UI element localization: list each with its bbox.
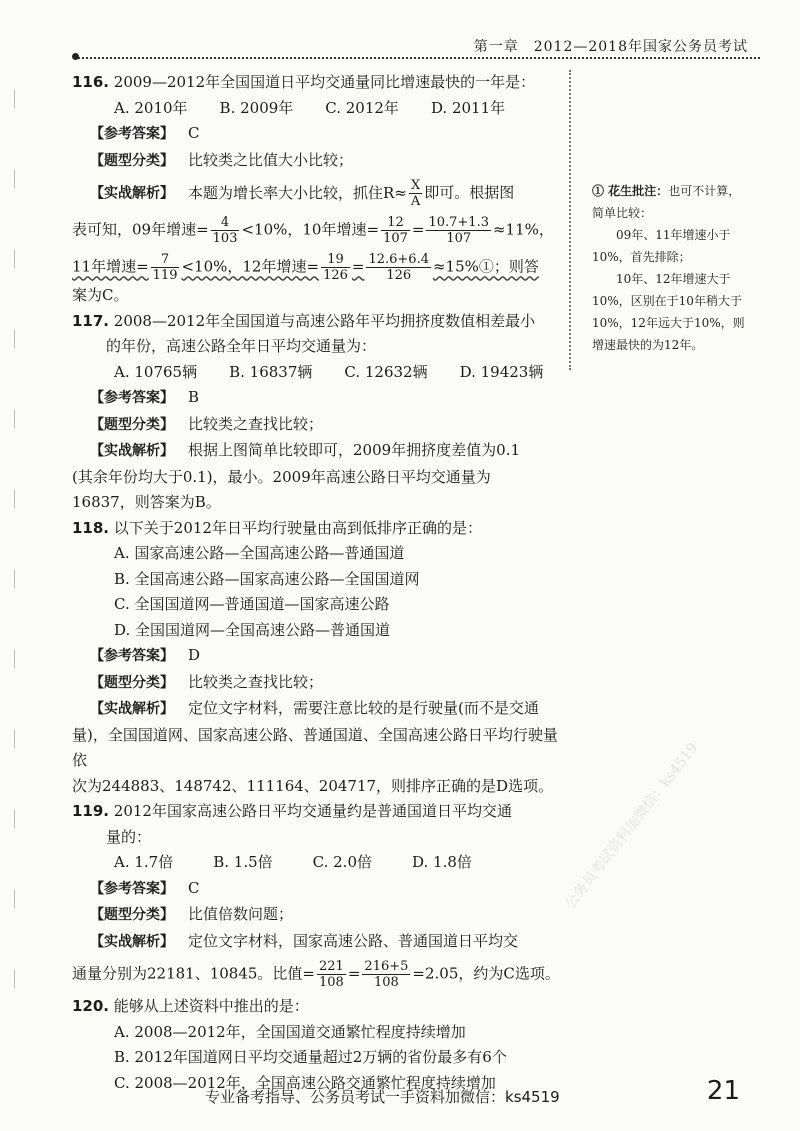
sidebar-divider <box>569 70 571 370</box>
answer-value: B <box>188 388 200 406</box>
options-row <box>72 850 564 876</box>
fraction: $\frac{X}{A}$ <box>410 178 421 209</box>
analysis-text: 定位文字材料，国家高速公路、普通国道日平均交 <box>188 931 519 950</box>
analysis-text: 通量分别为22181、10845。比值= <box>72 964 316 983</box>
question-number: 116. <box>72 73 110 91</box>
type-value: 比较类之查找比较； <box>188 414 324 433</box>
question-number: 119. <box>72 802 110 820</box>
answer-value: D <box>188 646 201 664</box>
option-b: B. 2012年国道网日平均交通量超过2万辆的省份最多有6个 <box>114 1048 507 1066</box>
question-number: 120. <box>72 997 110 1015</box>
header-rule <box>78 57 760 59</box>
main-content <box>72 70 564 1096</box>
answer-label: 【参考答案】 <box>90 648 174 664</box>
answer-label: 【参考答案】 <box>90 390 174 406</box>
fraction: $\frac{4}{103}$ <box>212 215 238 246</box>
binding-marks <box>10 80 20 1060</box>
analysis-text: 根据上图简单比较即可，2009年拥挤度差值为0.1 <box>188 441 521 459</box>
analysis-text: ≈15%①；则答 <box>432 257 539 276</box>
chapter-title: 第一章 2012—2018年国家公务员考试 <box>473 39 748 55</box>
options-row <box>72 96 564 122</box>
page-number: 21 <box>706 1076 740 1106</box>
fraction: $\frac{7}{119}$ <box>152 252 178 283</box>
page-footer <box>0 1076 800 1120</box>
option-d: D. 19423辆 <box>459 362 544 381</box>
analysis-text: 11年增速= <box>72 257 149 276</box>
question-text: 以下关于2012年日平均行驶量由高到低排序正确的是： <box>113 518 482 537</box>
option-b: B. 全国高速公路—国家高速公路—全国国道网 <box>114 569 420 588</box>
answer-label: 【参考答案】 <box>90 880 174 897</box>
option-d: D. 2011年 <box>430 98 506 117</box>
fraction: $\frac{19}{126}$ <box>323 252 348 283</box>
type-label: 【题型分类】 <box>90 416 174 433</box>
type-value: 比较类之查找比较； <box>188 672 324 691</box>
question-text: 2012年国家高速公路日平均交通量约是普通国道日平均交通 <box>113 802 512 820</box>
option-b: B. 2009年 <box>219 98 294 117</box>
side-note-text: 10年、12年增速大于10%，区别在于10年稍大于10%，12年远大于10%，则增速最快的为12年。 <box>592 272 745 352</box>
side-note-text: 09年、11年增速小于10%，首先排除； <box>592 228 731 264</box>
analysis-text: 量)，全国国道网、国家高速公路、普通国道、全国高速公路日平均行驶量依 <box>72 725 558 769</box>
analysis-text: 次为244883、148742、111164、204717，则排序正确的是D选项。 <box>72 776 554 795</box>
answer-label: 【参考答案】 <box>90 126 174 142</box>
footer-text: 专业备考指导、公务员考试一手资料加微信：ks4519 <box>205 1088 560 1106</box>
type-value: 比值倍数问题； <box>188 905 294 923</box>
side-note-text: 也可不计算，简单比较： <box>592 184 741 220</box>
question-text: 能够从上述资料中推出的是： <box>113 997 309 1015</box>
analysis-label: 【实战解析】 <box>90 443 174 459</box>
analysis-text: 16837，则答案为B。 <box>72 493 221 511</box>
analysis-text: 即可。根据图 <box>424 183 515 202</box>
option-b: B. 16837辆 <box>229 362 313 381</box>
question-number: 117. <box>72 311 110 330</box>
analysis-text: 表可知，09年增速= <box>72 220 209 239</box>
question-text: 的年份，高速公路全年日平均交通量为： <box>106 337 377 355</box>
type-label: 【题型分类】 <box>90 907 174 923</box>
fraction: $\frac{10.7+1.3}{107}$ <box>428 215 489 246</box>
analysis-text: <10%，10年增速= <box>241 220 380 239</box>
option-c: C. 全国国道网—普通国道—国家高速公路 <box>114 595 390 613</box>
option-a: A. 国家高速公路—全国高速公路—普通国道 <box>114 544 405 562</box>
question-text: 2008—2012年全国国道与高速公路年平均拥挤度数值相差最小 <box>113 311 536 330</box>
question-119: 119. 2012年国家高速公路日平均交通量约是普通国道日平均交通 量的： A. 1.7倍 B. 1.5倍 C. 2.0倍 D. 1.8倍 【参考答案】 C 【题型分类】 比值倍数问题； 【实战解析】 定位文字材料，国家高速公路、普通国道日平均交 通量分别为22181、10845。比值= $\frac{221}{108}$ = $\frac{216+5}{108}$ =2.05，约为C选项。 <box>72 799 564 990</box>
option-c: C. 12632辆 <box>344 362 428 381</box>
answer-value: C <box>188 124 200 142</box>
side-note <box>592 180 752 356</box>
question-number: 118. <box>72 518 110 537</box>
option-b: B. 1.5倍 <box>213 853 273 871</box>
option-a: A. 1.7倍 <box>114 853 174 871</box>
option-c: C. 2008—2012年，全国高速公路交通繁忙程度持续增加 <box>114 1073 496 1092</box>
answer-value: C <box>188 878 200 897</box>
fraction: $\frac{216+5}{108}$ <box>364 959 409 990</box>
question-117 <box>72 309 564 516</box>
analysis-label: 【实战解析】 <box>90 933 174 950</box>
option-d: D. 1.8倍 <box>412 853 472 871</box>
analysis-text: (其余年份均大于0.1)，最小。2009年高速公路日平均交通量为 <box>72 467 491 486</box>
analysis-label: 【实战解析】 <box>90 701 174 717</box>
analysis-text: 本题为增长率大小比较，抓住R≈ <box>188 183 407 202</box>
option-a: A. 10765辆 <box>114 362 198 381</box>
option-a: A. 2010年 <box>114 98 188 117</box>
type-value: 比较类之比值大小比较； <box>188 150 354 169</box>
side-note-title: ① 花生批注： <box>592 184 669 198</box>
option-a: A. 2008—2012年，全国国道交通繁忙程度持续增加 <box>114 1022 466 1041</box>
question-118 <box>72 516 564 800</box>
question-text: 2009—2012年全国国道日平均交通量同比增速最快的一年是： <box>113 73 536 91</box>
fraction: $\frac{12}{107}$ <box>383 215 408 246</box>
watermark: 公务员考试资料加微信：ks4519 <box>562 740 702 912</box>
fraction: $\frac{221}{108}$ <box>319 959 344 990</box>
analysis-label: 【实战解析】 <box>90 185 174 202</box>
question-116: 116. 2009—2012年全国国道日平均交通量同比增速最快的一年是： A. 2010年 B. 2009年 C. 2012年 D. 2011年 【参考答案】 C 【题型分类】 比较类之比值大小比较； 【实战解析】 本题为增长率大小比较，抓住R≈ $\frac{X}{A}$ 即可。根据图 表可知，09年增速= $\frac{4}{103}$ <10%，10年增速= $\frac{12}{107}$ = $\frac{10.7+1.3}{107}$ ≈11%， 11年增速= $\frac{7}{119}$ <10%，12年增速= $\frac{19}{126}$ = $\frac{12.6+6.4}{126}$ ≈15%①；则答 案为C。 <box>72 70 564 309</box>
analysis-text: 案为C。 <box>72 286 129 304</box>
analysis-text: <10%，12年增速= <box>181 257 320 276</box>
analysis-text: 定位文字材料，需要注意比较的是行驶量(而不是交通 <box>188 699 539 717</box>
options-row <box>72 360 564 386</box>
question-text: 量的： <box>106 827 152 846</box>
option-d: D. 全国国道网—全国高速公路—普通国道 <box>114 620 391 639</box>
type-label: 【题型分类】 <box>90 674 174 691</box>
option-c: C. 2.0倍 <box>312 853 372 871</box>
page-header <box>0 0 800 60</box>
fraction: $\frac{12.6+6.4}{126}$ <box>368 252 429 283</box>
option-c: C. 2012年 <box>325 98 399 117</box>
analysis-text: ≈11%， <box>492 220 554 239</box>
type-label: 【题型分类】 <box>90 152 174 169</box>
analysis-text: =2.05，约为C选项。 <box>412 964 560 983</box>
